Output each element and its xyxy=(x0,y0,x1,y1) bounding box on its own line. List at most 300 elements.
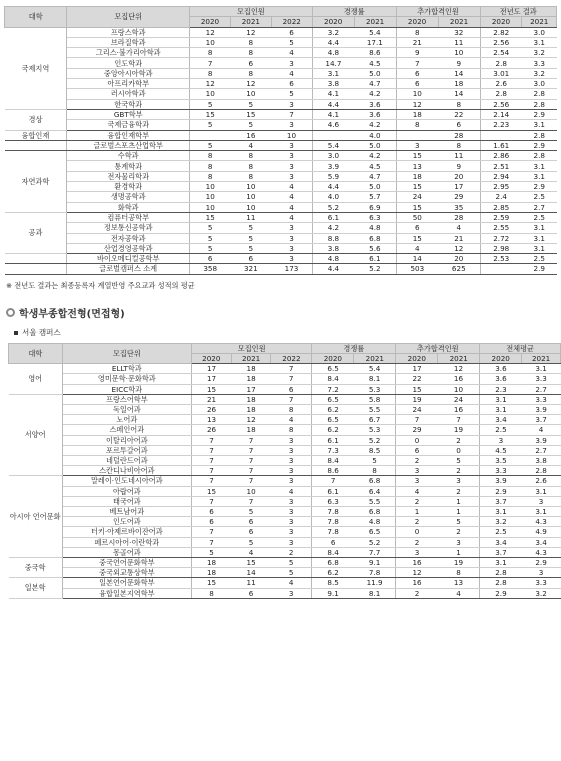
year-header: 2020 xyxy=(396,17,438,27)
value-cell: 4 xyxy=(396,486,438,496)
table-row xyxy=(9,496,561,506)
value-cell: 3.2 xyxy=(522,68,557,78)
value-cell: 12 xyxy=(396,568,438,578)
value-cell: 2.23 xyxy=(480,120,522,130)
value-cell: 17 xyxy=(231,384,271,394)
value-cell: 2.7 xyxy=(522,445,561,455)
value-cell: 18 xyxy=(231,364,271,374)
department-cell: 국제금융학과 xyxy=(67,120,190,130)
table-row xyxy=(5,89,557,99)
value-cell: 6.1 xyxy=(312,212,354,222)
value-cell: 3.6 xyxy=(354,109,396,119)
value-cell: 2.85 xyxy=(480,202,522,212)
department-cell: 터키·아제르바이잔어과 xyxy=(62,527,191,537)
value-cell: 19 xyxy=(396,394,438,404)
value-cell: 6.9 xyxy=(354,202,396,212)
value-cell: 6 xyxy=(271,384,312,394)
value-cell: 2.56 xyxy=(480,37,522,47)
value-cell: 50 xyxy=(396,212,438,222)
value-cell: 3.9 xyxy=(522,404,561,414)
table-row xyxy=(5,223,557,233)
department-cell: 이탈리아어과 xyxy=(62,435,191,445)
table-row xyxy=(9,374,561,384)
year-header: 2021 xyxy=(354,353,396,363)
value-cell: 0 xyxy=(396,527,438,537)
value-cell: 3 xyxy=(271,435,312,445)
value-cell: 1 xyxy=(438,547,480,557)
value-cell: 7.8 xyxy=(312,517,354,527)
value-cell: 6.3 xyxy=(312,496,354,506)
value-cell: 3.1 xyxy=(522,223,557,233)
value-cell: 7.8 xyxy=(354,568,396,578)
table-row xyxy=(5,99,557,109)
table-row xyxy=(9,466,561,476)
table-row xyxy=(9,455,561,465)
year-header: 2020 xyxy=(480,353,522,363)
value-cell: 6 xyxy=(231,517,271,527)
value-cell: 6.1 xyxy=(312,486,354,496)
admission-table-seoul-campus xyxy=(8,343,561,599)
department-cell: 인도어과 xyxy=(62,517,191,527)
value-cell: 3.2 xyxy=(312,27,354,37)
value-cell: 3 xyxy=(396,476,438,486)
campus-label-row xyxy=(14,327,561,337)
value-cell: 6 xyxy=(231,588,271,598)
value-cell: 3 xyxy=(271,223,312,233)
value-cell: 7 xyxy=(191,496,231,506)
value-cell: 10 xyxy=(271,130,312,140)
value-cell: 15 xyxy=(396,202,438,212)
value-cell: 7 xyxy=(231,445,271,455)
value-cell: 16 xyxy=(396,578,438,588)
value-cell: 5 xyxy=(438,455,480,465)
value-cell: 5.3 xyxy=(354,425,396,435)
value-cell: 3.2 xyxy=(480,517,522,527)
department-cell: 일본언어문화학부 xyxy=(62,578,191,588)
value-cell: 4.3 xyxy=(522,547,561,557)
value-cell: 5 xyxy=(191,547,231,557)
year-header: 2020 xyxy=(396,353,438,363)
value-cell: 2.8 xyxy=(480,89,522,99)
value-cell: 5 xyxy=(230,233,271,243)
value-cell: 8 xyxy=(230,171,271,181)
value-cell: 4 xyxy=(271,68,312,78)
value-cell: 15 xyxy=(190,212,231,222)
value-cell: 3.3 xyxy=(522,394,561,404)
value-cell: 19 xyxy=(438,557,480,567)
value-cell: 8 xyxy=(354,466,396,476)
value-cell: 8 xyxy=(396,27,438,37)
table-row xyxy=(9,476,561,486)
value-cell: 3.9 xyxy=(522,435,561,445)
value-cell: 11 xyxy=(438,151,480,161)
value-cell: 4.1 xyxy=(312,89,354,99)
value-cell: 7 xyxy=(191,435,231,445)
value-cell: 12 xyxy=(190,79,231,89)
value-cell: 5.4 xyxy=(354,27,396,37)
value-cell: 2 xyxy=(396,517,438,527)
department-cell: 페르시아어·이란학과 xyxy=(62,537,191,547)
value-cell: 2.8 xyxy=(522,89,557,99)
value-cell: 6.2 xyxy=(312,568,354,578)
value-cell: 3 xyxy=(271,243,312,253)
value-cell xyxy=(480,130,522,140)
value-cell: 4.3 xyxy=(522,517,561,527)
value-cell: 9.1 xyxy=(354,557,396,567)
value-cell: 3 xyxy=(271,151,312,161)
value-cell: 11 xyxy=(230,212,271,222)
value-cell: 7 xyxy=(191,466,231,476)
square-bullet-icon xyxy=(14,331,18,335)
table-row xyxy=(9,486,561,496)
value-cell: 4.8 xyxy=(354,517,396,527)
value-cell: 5 xyxy=(354,455,396,465)
section-heading xyxy=(6,305,561,321)
value-cell: 3 xyxy=(271,588,312,598)
table-row xyxy=(9,384,561,394)
value-cell: 6.1 xyxy=(354,254,396,264)
value-cell: 3 xyxy=(396,140,438,150)
value-cell: 12 xyxy=(231,415,271,425)
value-cell: 15 xyxy=(396,151,438,161)
department-cell: 한국학과 xyxy=(67,99,190,109)
value-cell: 4 xyxy=(271,486,312,496)
value-cell: 16 xyxy=(438,374,480,384)
value-cell: 7 xyxy=(191,527,231,537)
value-cell: 10 xyxy=(190,202,231,212)
value-cell: 21 xyxy=(438,233,480,243)
value-cell: 4.2 xyxy=(354,89,396,99)
department-cell: 스페인어과 xyxy=(62,425,191,435)
value-cell: 14 xyxy=(396,254,438,264)
value-cell: 8 xyxy=(190,48,231,58)
value-cell: 3.1 xyxy=(522,486,561,496)
value-cell: 19 xyxy=(438,425,480,435)
value-cell: 3.2 xyxy=(522,48,557,58)
category-cell xyxy=(5,264,67,274)
table-row xyxy=(5,151,557,161)
department-cell: 태국어과 xyxy=(62,496,191,506)
value-cell: 4 xyxy=(438,588,480,598)
department-cell: GBT학부 xyxy=(67,109,190,119)
value-cell: 3 xyxy=(271,171,312,181)
value-cell: 4 xyxy=(271,578,312,588)
value-cell: 7 xyxy=(231,476,271,486)
header-extra: 추가합격인원 xyxy=(396,7,480,17)
value-cell: 29 xyxy=(396,425,438,435)
value-cell: 9.1 xyxy=(312,588,354,598)
value-cell: 18 xyxy=(438,79,480,89)
value-cell: 7 xyxy=(396,415,438,425)
value-cell: 6 xyxy=(271,79,312,89)
value-cell: 6.3 xyxy=(354,212,396,222)
value-cell: 321 xyxy=(230,264,271,274)
value-cell: 3.3 xyxy=(480,466,522,476)
department-cell: 말레이·인도네시아어과 xyxy=(62,476,191,486)
value-cell: 3 xyxy=(480,435,522,445)
department-cell: 그리스·불가리아학과 xyxy=(67,48,190,58)
value-cell: 2.6 xyxy=(480,79,522,89)
value-cell: 12 xyxy=(438,243,480,253)
value-cell: 18 xyxy=(396,171,438,181)
value-cell: 7.8 xyxy=(312,527,354,537)
category-cell: 영어 xyxy=(9,364,63,395)
year-header: 2021 xyxy=(438,17,480,27)
value-cell: 10 xyxy=(190,192,231,202)
section-title: 학생부종합전형(면접형) xyxy=(19,309,125,321)
value-cell: 6 xyxy=(396,445,438,455)
value-cell: 5 xyxy=(190,120,231,130)
value-cell: 3 xyxy=(271,506,312,516)
value-cell: 1 xyxy=(438,506,480,516)
value-cell: 7 xyxy=(396,58,438,68)
value-cell: 3 xyxy=(271,537,312,547)
value-cell: 5 xyxy=(230,243,271,253)
value-cell: 5.0 xyxy=(354,140,396,150)
value-cell: 11 xyxy=(438,37,480,47)
value-cell: 3.1 xyxy=(522,120,557,130)
value-cell: 5 xyxy=(230,223,271,233)
value-cell: 18 xyxy=(191,568,231,578)
value-cell: 7 xyxy=(191,445,231,455)
value-cell: 8 xyxy=(230,37,271,47)
value-cell: 3.5 xyxy=(480,455,522,465)
value-cell: 5.0 xyxy=(354,182,396,192)
value-cell: 5.5 xyxy=(354,404,396,414)
value-cell: 18 xyxy=(231,404,271,414)
value-cell: 4.4 xyxy=(312,99,354,109)
value-cell: 2.9 xyxy=(522,264,557,274)
header-univ: 대학 xyxy=(9,343,63,363)
value-cell: 4 xyxy=(438,223,480,233)
value-cell: 12 xyxy=(190,27,231,37)
value-cell: 3.9 xyxy=(480,476,522,486)
value-cell: 2.14 xyxy=(480,109,522,119)
value-cell: 22 xyxy=(438,109,480,119)
campus-label: 서울 캠퍼스 xyxy=(22,327,61,337)
value-cell: 5.9 xyxy=(312,171,354,181)
value-cell: 3 xyxy=(438,476,480,486)
value-cell: 8 xyxy=(230,151,271,161)
category-cell: 아시아 언어문화 xyxy=(9,476,63,558)
value-cell: 17 xyxy=(191,364,231,374)
value-cell: 5.2 xyxy=(354,435,396,445)
year-header: 2021 xyxy=(231,353,271,363)
value-cell: 2.95 xyxy=(480,182,522,192)
value-cell: 15 xyxy=(396,233,438,243)
table-row xyxy=(5,161,557,171)
value-cell: 3 xyxy=(271,445,312,455)
department-cell: 중앙아시아학과 xyxy=(67,68,190,78)
value-cell: 2.5 xyxy=(480,527,522,537)
value-cell: 8.8 xyxy=(312,233,354,243)
value-cell: 18 xyxy=(396,109,438,119)
department-cell: 포르투갈어과 xyxy=(62,445,191,455)
department-cell: 아랍어과 xyxy=(62,486,191,496)
value-cell: 2.5 xyxy=(522,212,557,222)
department-cell: 바이오메디컬공학부 xyxy=(67,254,190,264)
value-cell: 16 xyxy=(438,404,480,414)
value-cell: 6.5 xyxy=(312,415,354,425)
value-cell: 2.53 xyxy=(480,254,522,264)
value-cell: 3.8 xyxy=(312,243,354,253)
year-header: 2020 xyxy=(312,17,354,27)
value-cell: 4 xyxy=(522,425,561,435)
value-cell: 12 xyxy=(396,99,438,109)
value-cell: 2.72 xyxy=(480,233,522,243)
table-row xyxy=(9,537,561,547)
value-cell: 2.9 xyxy=(480,588,522,598)
value-cell: 4.5 xyxy=(354,161,396,171)
value-cell: 3 xyxy=(522,568,561,578)
value-cell: 4.2 xyxy=(312,223,354,233)
value-cell: 5 xyxy=(230,120,271,130)
value-cell: 3.9 xyxy=(312,161,354,171)
header-comp: 경쟁률 xyxy=(312,343,396,353)
value-cell: 10 xyxy=(230,192,271,202)
value-cell: 4.0 xyxy=(312,192,354,202)
value-cell xyxy=(480,264,522,274)
category-cell: 공과 xyxy=(5,212,67,253)
value-cell: 5 xyxy=(271,89,312,99)
value-cell: 3 xyxy=(271,254,312,264)
value-cell: 4.7 xyxy=(354,171,396,181)
value-cell: 4.9 xyxy=(522,527,561,537)
value-cell: 3 xyxy=(271,496,312,506)
value-cell: 3.4 xyxy=(522,537,561,547)
value-cell: 8 xyxy=(396,120,438,130)
category-cell: 자연과학 xyxy=(5,151,67,213)
value-cell: 5 xyxy=(230,99,271,109)
value-cell: 4 xyxy=(396,243,438,253)
value-cell: 10 xyxy=(230,202,271,212)
department-cell: 생명공학과 xyxy=(67,192,190,202)
value-cell: 9 xyxy=(396,48,438,58)
value-cell: 3 xyxy=(271,527,312,537)
category-cell: 융합인재 xyxy=(5,130,67,140)
table-row xyxy=(9,557,561,567)
department-cell: 산업경영공학과 xyxy=(67,243,190,253)
value-cell: 3 xyxy=(271,99,312,109)
year-header: 2021 xyxy=(438,353,480,363)
value-cell: 28 xyxy=(438,130,480,140)
value-cell: 4.8 xyxy=(354,223,396,233)
value-cell: 7 xyxy=(191,455,231,465)
department-cell: 노어과 xyxy=(62,415,191,425)
department-cell: 브라질학과 xyxy=(67,37,190,47)
value-cell xyxy=(396,130,438,140)
value-cell: 5 xyxy=(190,140,231,150)
value-cell: 16 xyxy=(396,557,438,567)
value-cell: 7.2 xyxy=(312,384,354,394)
value-cell: 14 xyxy=(438,68,480,78)
value-cell: 6.5 xyxy=(312,394,354,404)
value-cell: 2.3 xyxy=(480,384,522,394)
value-cell: 7 xyxy=(191,537,231,547)
department-cell: 융합일본지역학부 xyxy=(62,588,191,598)
value-cell: 3.1 xyxy=(480,506,522,516)
value-cell: 2 xyxy=(438,435,480,445)
category-cell: 중국학 xyxy=(9,557,63,577)
value-cell: 10 xyxy=(438,48,480,58)
department-cell: 융합인재학부 xyxy=(67,130,190,140)
table-row xyxy=(5,37,557,47)
department-cell: 중국외교통상학부 xyxy=(62,568,191,578)
table-row xyxy=(5,58,557,68)
value-cell: 5 xyxy=(190,223,231,233)
value-cell: 21 xyxy=(191,394,231,404)
department-cell: 네덜란드어과 xyxy=(62,455,191,465)
value-cell: 17.1 xyxy=(354,37,396,47)
value-cell: 20 xyxy=(438,171,480,181)
value-cell: 2.4 xyxy=(480,192,522,202)
value-cell: 3 xyxy=(271,476,312,486)
value-cell: 10 xyxy=(190,182,231,192)
department-cell: 영미문학·문화학과 xyxy=(62,374,191,384)
value-cell: 2.86 xyxy=(480,151,522,161)
value-cell: 15 xyxy=(191,578,231,588)
value-cell: 3.2 xyxy=(522,588,561,598)
value-cell: 4 xyxy=(231,547,271,557)
value-cell: 12 xyxy=(230,79,271,89)
table-row xyxy=(5,68,557,78)
value-cell: 10 xyxy=(230,89,271,99)
value-cell: 1 xyxy=(396,506,438,516)
value-cell: 8 xyxy=(230,48,271,58)
value-cell: 2.5 xyxy=(522,192,557,202)
value-cell: 6 xyxy=(230,254,271,264)
value-cell: 3.7 xyxy=(480,496,522,506)
value-cell: 3.3 xyxy=(522,374,561,384)
value-cell: 7 xyxy=(438,415,480,425)
value-cell: 11 xyxy=(231,578,271,588)
table1-body xyxy=(5,27,557,274)
value-cell: 3.1 xyxy=(522,161,557,171)
value-cell: 6.8 xyxy=(354,233,396,243)
value-cell: 5 xyxy=(271,37,312,47)
value-cell: 7 xyxy=(271,364,312,374)
value-cell: 2 xyxy=(396,455,438,465)
table-row xyxy=(5,233,557,243)
value-cell: 8 xyxy=(271,425,312,435)
value-cell: 20 xyxy=(438,254,480,264)
value-cell: 503 xyxy=(396,264,438,274)
value-cell: 16 xyxy=(230,130,271,140)
value-cell: 26 xyxy=(191,404,231,414)
year-header: 2020 xyxy=(191,353,231,363)
table-row xyxy=(5,182,557,192)
value-cell: 625 xyxy=(438,264,480,274)
value-cell: 10 xyxy=(190,89,231,99)
value-cell: 4.8 xyxy=(312,254,354,264)
value-cell: 2.55 xyxy=(480,223,522,233)
table-row xyxy=(5,171,557,181)
value-cell: 10 xyxy=(396,89,438,99)
value-cell: 12 xyxy=(230,27,271,37)
value-cell: 2.8 xyxy=(522,466,561,476)
value-cell: 2.5 xyxy=(480,425,522,435)
value-cell: 18 xyxy=(191,557,231,567)
value-cell: 8 xyxy=(271,404,312,414)
value-cell: 2 xyxy=(438,466,480,476)
value-cell: 2.9 xyxy=(522,182,557,192)
footnote: ※ 전년도 결과는 최종등록자 계열반영 주요교과 성적의 평균 xyxy=(6,280,195,290)
value-cell: 9 xyxy=(438,58,480,68)
value-cell: 3.0 xyxy=(522,79,557,89)
department-cell: 베트남어과 xyxy=(62,506,191,516)
value-cell: 6 xyxy=(190,254,231,264)
value-cell: 6 xyxy=(312,537,354,547)
